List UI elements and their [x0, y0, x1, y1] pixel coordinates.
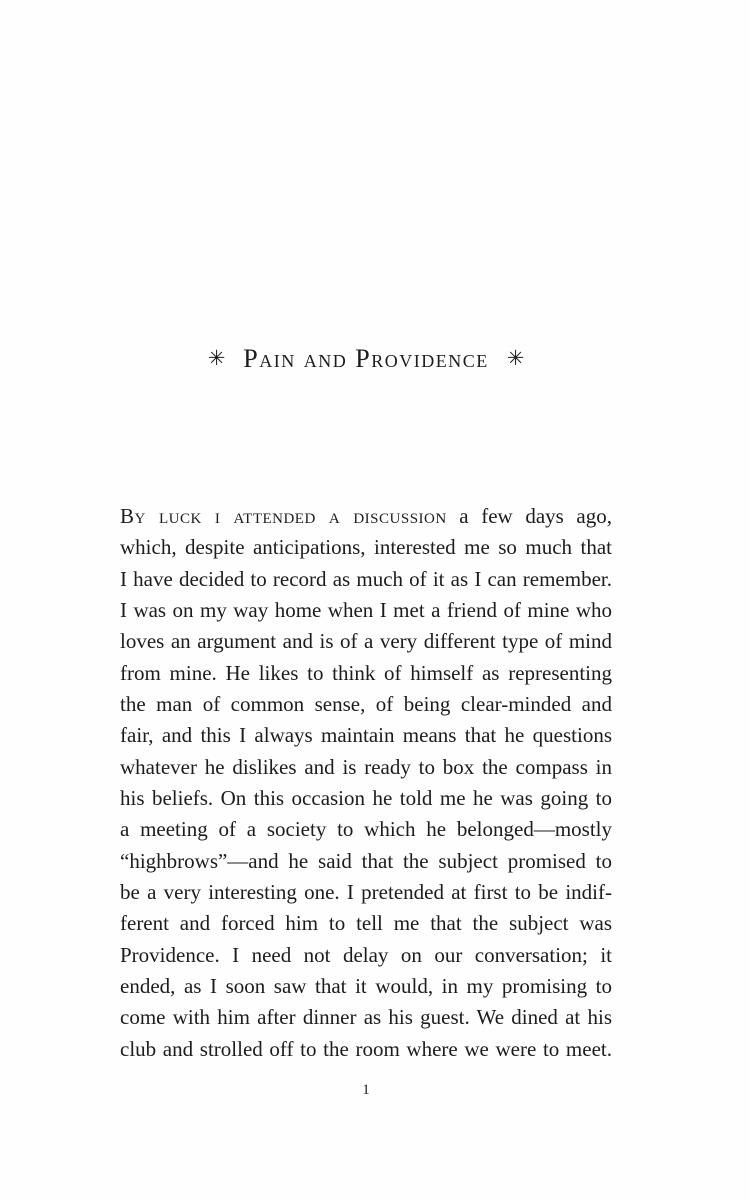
opening-phrase: By luck i attended a discussion	[120, 504, 447, 528]
text-block	[120, 0, 612, 1200]
paragraph-line: ferent and forced him to tell me that the subject was	[120, 911, 612, 936]
body-paragraph	[120, 501, 612, 1065]
paragraph-line: come with him after dinner as his guest. We dined at his	[120, 1005, 612, 1030]
paragraph-line	[120, 501, 612, 532]
paragraph-line: ended, as I soon saw that it would, in my promising to	[120, 973, 612, 998]
paragraph-line: a meeting of a society to which he belonged—mostly	[120, 817, 612, 842]
page-number: 1	[362, 1082, 370, 1098]
paragraph-line: whatever he dislikes and is ready to box the compass in	[120, 754, 612, 779]
paragraph-line: which, despite anticipations, interested me so much that	[120, 535, 612, 560]
opening-phrase-rest: a few days ago,	[446, 504, 612, 528]
paragraph-line: from mine. He likes to think of himself as representing	[120, 660, 612, 685]
chapter-title	[120, 343, 612, 375]
paragraph-line: I have decided to record as much of it as I can remember.	[120, 566, 612, 591]
paragraph-line: I was on my way home when I met a friend of mine who	[120, 597, 612, 622]
chapter-title-text: Pain and Providence	[243, 344, 489, 373]
paragraph-line: Providence. I need not delay on our conversation; it	[120, 942, 612, 967]
paragraph-line: loves an argument and is of a very different type of mind	[120, 629, 612, 654]
paragraph-line: be a very interesting one. I pretended at first to be indif-	[120, 879, 612, 904]
paragraph-line: club and strolled off to the room where we were to meet.	[120, 1036, 612, 1061]
paragraph-line: the man of common sense, of being clear-minded and	[120, 691, 612, 716]
paragraph-line: “highbrows”—and he said that the subject promised to	[120, 848, 612, 873]
asterisk-ornament-icon: ✳	[207, 346, 226, 370]
asterisk-ornament-icon: ✳	[506, 346, 525, 370]
paragraph-line: fair, and this I always maintain means that he questions	[120, 723, 612, 748]
paragraph-line: his beliefs. On this occasion he told me he was going to	[120, 785, 612, 810]
